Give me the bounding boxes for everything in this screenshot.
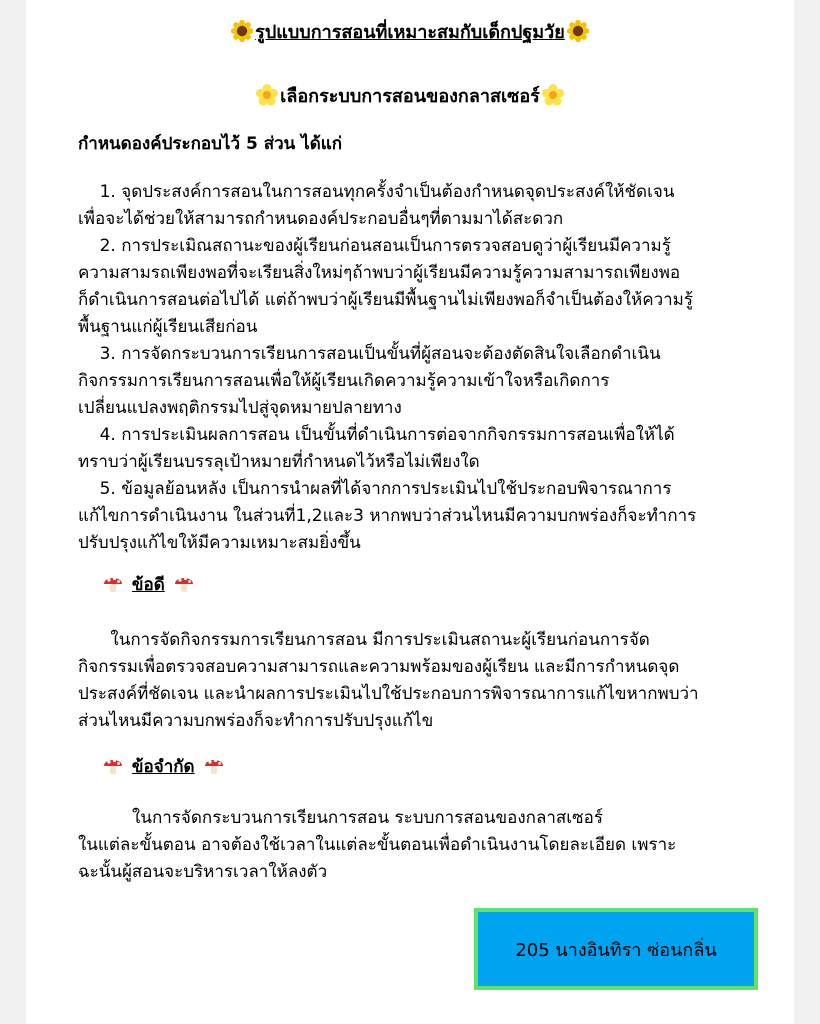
body-line: 1. จุดประสงค์การสอนในการสอนทุกครั้งจำเป็นต้องกำหนดจุดประสงค์ให้ชัดเจน <box>78 182 675 202</box>
advantages-line: ในการจัดกิจกรรมการเรียนการสอน มีการประเมินสถานะผู้เรียนก่อนการจัด <box>78 630 650 650</box>
mushroom-icon <box>102 754 124 776</box>
advantages-line: กิจกรรมเพื่อตรวจสอบความสามารถและความพร้อมของผู้เรียน และมีการกำหนดจุด <box>78 657 680 677</box>
limitations-heading: ข้อจำกัด <box>131 757 195 777</box>
body-line: เปลี่ยนแปลงพฤติกรรมไปสู่จุดหมายปลายทาง <box>78 398 402 418</box>
blossom-icon <box>256 84 278 106</box>
body-line: ความสามรถเพียงพอที่จะเรียนสิ่งใหม่ๆถ้าพบว่าผู้เรียนมีความรู้ความสามารถเพียงพอ <box>78 263 681 283</box>
body-line: กิจกรรมการเรียนการสอนเพื่อให้ผู้เรียนเกิดความรู้ความเข้าใจหรือเกิดการ <box>78 371 610 391</box>
body-line: 3. การจัดกระบวนการเรียนการสอนเป็นขั้นที่ผู้สอนจะต้องตัดสินใจเลือกดำเนิน <box>78 344 661 364</box>
body-line: ทราบว่าผู้เรียนบรรลุเป้าหมายที่กำหนดไว้หรือไม่เพียงใด <box>78 452 480 472</box>
body-line: 2. การประเมิณสถานะของผู้เรียนก่อนสอนเป็นการตรวจสอบดูว่าผู้เรียนมีความรู้ <box>78 236 671 256</box>
limitations-heading-row <box>100 754 227 780</box>
page-title: รูปแบบการสอนที่เหมาะสมกับเด็กปฐมวัย <box>255 22 565 43</box>
page-title-row <box>26 20 794 46</box>
body-line: เพื่อจะได้ช่วยให้สามารถกำหนดองค์ประกอบอื่นๆที่ตามมาได้สะดวก <box>78 209 564 229</box>
document-page <box>26 0 794 1024</box>
body-line: 4. การประเมินผลการสอน เป็นขั้นที่ดำเนินการต่อจากกิจกรรมการสอนเพื่อให้ได้ <box>78 425 675 445</box>
body-line: ก็ดำเนินการสอนต่อไปได้ แต่ถ้าพบว่าผู้เรียนมีพื้นฐานไม่เพียงพอก็จำเป็นต้องให้ความรู้ <box>78 290 694 310</box>
body-line: ปรับปรุงแก้ไขให้มีความเหมาะสมยิ่งขึ้น <box>78 533 361 553</box>
body-line: แก้ไขการดำเนินงาน ในส่วนที่1,2และ3 หากพบว่าส่วนไหนมีความบกพร่องก็จะทำการ <box>78 506 697 526</box>
body-line: 5. ข้อมูลย้อนหลัง เป็นการนำผลที่ได้จากการประเมินไปใช้ประกอบพิจารณาการ <box>78 479 672 499</box>
sunflower-icon <box>231 20 253 42</box>
subtitle: เลือกระบบการสอนของกลาสเซอร์ <box>280 86 540 107</box>
intro-heading: กำหนดองค์ประกอบไว้ 5 ส่วน ได้แก่ <box>78 134 342 154</box>
sunflower-icon <box>567 20 589 42</box>
advantages-line: ส่วนไหนมีความบกพร่องก็จะทำการปรับปรุงแก้ไข <box>78 711 434 731</box>
body-line: พื้นฐานแก่ผู้เรียนเสียก่อน <box>78 317 258 337</box>
advantages-line: ประสงค์ที่ชัดเจน และนำผลการประเมินไปใช้ประกอบการพิจารณาการแก้ไขหากพบว่า <box>78 684 699 704</box>
subtitle-row <box>26 84 794 110</box>
limitations-line: ในแต่ละขั้นตอน อาจต้องใช้เวลาในแต่ละขั้นตอนเพื่อดำเนินงานโดยละเอียด เพราะ <box>78 835 677 855</box>
limitations-line: ฉะนั้นผู้สอนจะบริหารเวลาให้ลงตัว <box>78 862 328 882</box>
author-name-box <box>474 908 758 990</box>
advantages-heading-row <box>100 572 197 598</box>
blossom-icon <box>542 84 564 106</box>
mushroom-icon <box>173 572 195 594</box>
advantages-heading: ข้อดี <box>131 575 165 595</box>
author-name: 205 นางอินทิรา ซ่อนกลิ่น <box>515 939 717 961</box>
limitations-line: ในการจัดกระบวนการเรียนการสอน ระบบการสอนของกลาสเซอร์ <box>78 808 603 828</box>
mushroom-icon <box>203 754 225 776</box>
mushroom-icon <box>102 572 124 594</box>
